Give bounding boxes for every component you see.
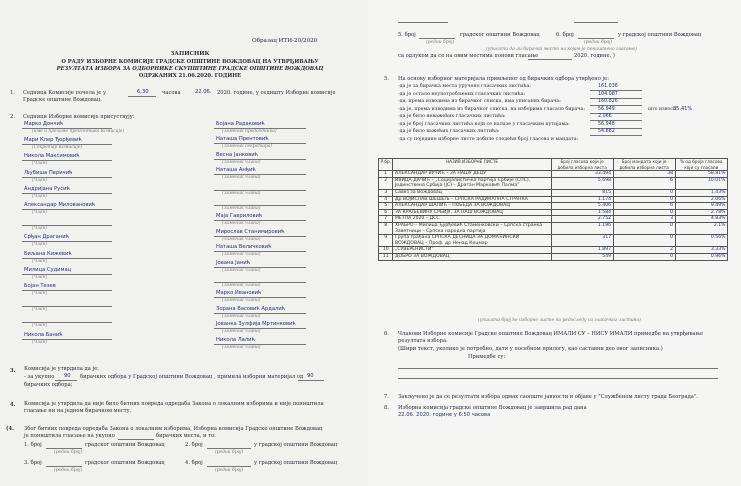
results-cell-pct: 0.96%	[675, 253, 727, 260]
item4b-row1b: градског општини Вождовац	[85, 442, 165, 448]
item4-line1: Комисија је утврдила да није било битних повреда одредаба Закона о локалним изборима и није поништила	[24, 401, 324, 407]
results-cell-votes: 1.196	[551, 222, 613, 234]
item3-line2b: бирачких одбора у Градској општини Вождовац , примила изборни материјал од	[80, 374, 304, 380]
member-left-name: Љубиша Перичић	[24, 169, 73, 176]
item5-intro: На основу изборног материјала примљеног од бирачких одбора утврђено је:	[398, 76, 609, 82]
results-cell-name: Савез за Вождовац	[393, 189, 551, 196]
member-right-name: Наташа Анђић	[216, 167, 256, 174]
results-cell-n: 6	[379, 209, 393, 216]
results-cell-pct: 3.33%	[675, 247, 727, 254]
stat-label: -да је било неважећих гласачких листића:	[398, 114, 506, 119]
results-cell-votes: 5.698	[551, 177, 613, 189]
member-right-role: (Заменик члана)	[222, 344, 261, 350]
results-cell-pct: 4.83%	[675, 216, 727, 223]
item4b-line1: Због битних повреда одредаба Закона о локалним изборима, Изборна комисија Градске општине Вождовац	[24, 426, 323, 432]
right-sub2: (редни број)	[584, 40, 613, 45]
results-cell-votes: 1.174	[551, 196, 613, 203]
right-year: 2020. године. )	[574, 53, 615, 59]
member-left-role: (Члан)	[32, 291, 48, 296]
member-left-role: (Члан)	[32, 323, 48, 329]
member-right-name: Зорана Васовић Ардалић	[216, 305, 286, 312]
item4b-sub4: (редни број)	[215, 468, 244, 473]
member-right-role: (Заменик члана)	[222, 298, 261, 304]
item7-text: Закључено је да се резултати избора одмах саопште јавности и објаве у "Службеном листу града Београда".	[398, 394, 698, 400]
results-cell-n: 9	[379, 235, 393, 247]
results-cell-name: АЛЕКСАНДАР ВУЧИЋ – ЗА НАШУ ДЕЦУ	[393, 171, 551, 178]
item1-text-c: 2020. године, у седишту Изборне комисије	[217, 90, 336, 96]
member-left-role: (Члан)	[32, 226, 48, 232]
item8-number: 8.	[384, 405, 389, 411]
results-row	[379, 216, 728, 223]
item4-number: 4.	[10, 402, 16, 408]
stat-label: -да је за бирачка места уручено гласачких листића:	[398, 84, 531, 89]
member-left-role: (име и презиме председника Комисије)	[32, 129, 125, 134]
results-cell-name: „СУВЕРЕНИСТИ“	[393, 247, 551, 254]
results-cell-seats: 0	[613, 253, 675, 260]
results-row	[379, 253, 728, 260]
item3-number: 3.	[10, 368, 16, 374]
member-left-name: Никола Банић	[24, 331, 63, 338]
member-left-role: (Члан)	[32, 193, 48, 199]
item3-count: 90	[64, 373, 71, 379]
header-seats: Број мандата који је добила изборна листа	[613, 159, 675, 171]
results-footnote: (уписати број ће изборне листе по редоследу са гласачког листића)	[478, 318, 641, 323]
item4b-row1a: 1. број	[24, 442, 42, 448]
item1-text-b: часова	[162, 90, 181, 96]
results-row	[379, 171, 728, 178]
member-left-name: Бојан Тезев	[24, 283, 56, 289]
member-right-name: Бојана Радаковић	[216, 121, 265, 127]
results-cell-seats: 3	[613, 216, 675, 223]
item4b-row1d: у градској општини Вождовац	[254, 442, 338, 448]
stat-value: 161.036	[598, 84, 618, 89]
item4-line2: гласање ни на једном бирачком месту.	[24, 408, 132, 414]
turnout-label: што износи	[648, 107, 677, 112]
results-cell-name: Група грађана СРПСКА ДЕСНИЦА ЗА ДОМАЋИНСКИ ВОЖДОВАЦ – Проф. др Ненад Кецмар	[393, 235, 551, 247]
results-cell-votes: 1.897	[551, 247, 613, 254]
results-cell-n: 1	[379, 171, 393, 178]
member-left-role: (Члан)	[32, 242, 48, 248]
results-cell-votes: 5.406	[551, 203, 613, 210]
results-cell-seats: 6	[613, 203, 675, 210]
item4b-row1c: 2. број	[185, 442, 203, 448]
member-left-role: (Секретар Комисије)	[32, 145, 83, 151]
results-row	[379, 203, 728, 210]
row5a: 5. број	[398, 32, 416, 38]
turnout-value: 35.41%	[673, 106, 693, 112]
results-table	[378, 158, 728, 261]
results-row	[379, 189, 728, 196]
item4b-sub2: (редни број)	[215, 450, 244, 455]
results-cell-n: 2	[379, 177, 393, 189]
results-cell-n: 8	[379, 222, 393, 234]
stat-value: 160.826	[598, 99, 618, 104]
results-cell-seats: 0	[613, 209, 675, 216]
item7-number: 7.	[384, 394, 389, 400]
item2-text: Седници Изборне комисије присуствују:	[23, 114, 135, 120]
member-left-name: Александар Миловановић	[24, 202, 96, 208]
stat-label: -да су поједине изборне листе добиле следећи број гласова и мандата:	[398, 136, 579, 142]
results-cell-votes: 1.584	[551, 209, 613, 216]
member-right-name: Никола Лалић	[216, 336, 255, 343]
results-cell-name: ЗА КРАЉЕВИНУ СРБИЈУ, ЗА НАШ ВОЖДОВАЦ	[393, 209, 551, 216]
results-cell-n: 3	[379, 189, 393, 196]
results-cell-name: АЛЕКСАНДАР ШАПИЋ – ПОБЕДА ЗА ВОЖДОВАЦ	[393, 203, 551, 210]
item4b-line2b: бирачких места, и то:	[156, 433, 216, 439]
item4b-row2a: 3. број	[24, 460, 42, 466]
item3-line2a: - за укупно	[24, 374, 55, 380]
stat-label: -да је, према изводима из бирачког списка, на изборима гласало бирача:	[398, 106, 585, 112]
title-line3: РЕЗУЛТАТА ИЗБОРА ЗА ОДБОРНИКЕ СКУПШТИНЕ ГРАДСКЕ ОПШТИНЕ ВОЖДОВАЦ	[56, 66, 324, 72]
item3-line1: Комисија је утврдила да је:	[24, 366, 99, 372]
item4b-line2: је поништила гласање на укупно	[24, 433, 115, 439]
item4b-number: (4.	[6, 426, 14, 432]
item1-text-a: Седница Комисије почела је у	[23, 90, 107, 96]
member-right-role: (Заменик члана)	[222, 329, 261, 335]
results-cell-votes: 33.494	[551, 171, 613, 178]
results-cell-n: 4	[379, 196, 393, 203]
results-cell-seats: 6	[613, 177, 675, 189]
item6-number: 6.	[384, 331, 389, 337]
header-rbr: Р.бр.	[379, 159, 393, 171]
right-page	[368, 0, 741, 486]
stat-label: -да, према изводима из бирачког списка, има уписаних бирача:	[398, 99, 561, 104]
results-row	[379, 196, 728, 203]
results-cell-n: 7	[379, 216, 393, 223]
member-right-name: Јована Јанић	[216, 259, 251, 266]
member-right-role: (Заменик члана)	[222, 159, 261, 165]
item8-line1: Изборна комисија градске општине Вождовац је завршила рад дана	[398, 405, 587, 411]
stat-value: 2.066	[598, 114, 612, 119]
results-cell-name: ХРАБРО – Милица Ђурђевић Стаменковски – Српска странка Заветници – Српска народна партија	[393, 222, 551, 234]
item6-line3: (Шири текст, уколико је потребно, дати у посебном прилогу, као саставни део овог записника.)	[398, 346, 663, 352]
results-cell-votes: 317	[551, 235, 613, 247]
item4b-row2d: у градској општини Вождовац	[254, 460, 338, 466]
results-header-row	[379, 159, 728, 171]
right-note2: са одлуком да се на овим местима понови гласање	[398, 53, 539, 59]
results-cell-seats: 38	[613, 171, 675, 178]
member-left-role: (Члан)	[32, 274, 48, 280]
row5b: градског општини Вождовац	[460, 32, 540, 38]
item4b-sub3: (редни број)	[54, 468, 83, 473]
member-right-role: (Заменик члана)	[222, 313, 261, 319]
results-cell-n: 10	[379, 247, 393, 254]
results-cell-votes: 2.752	[551, 216, 613, 223]
item6-line1: Чланови Изборне комисије Градске општине Вождовац ИМАЛИ СУ – НИСУ ИМАЛИ примедбе на утврђивање	[398, 331, 704, 337]
member-right-role: (Заменик секретара)	[222, 144, 273, 150]
item3-count2: 90	[307, 373, 314, 379]
results-cell-name: МЕТЛА 2020 – ДСС	[393, 216, 551, 223]
results-cell-pct: 0.56%	[675, 235, 727, 247]
stat-value: 56.948	[598, 121, 615, 127]
results-cell-pct: 2.78%	[675, 209, 727, 216]
results-row	[379, 177, 728, 189]
form-code: Образац ИТИ-20/2020	[252, 38, 318, 44]
member-left-role: (Члан)	[32, 339, 48, 345]
item2-number: 2.	[10, 114, 15, 120]
member-left-name: Милица Судимац	[24, 266, 72, 273]
item4b-row2b: градског општини Вождовац	[85, 460, 165, 466]
item6-line4: Примедбе су:	[468, 354, 506, 360]
results-cell-name: ИВИЦА ДАЧИЋ – „Социјалистичка партија Србије (СПС), Јединствена Србија (ЈС) – Драган Марковић Палма”	[393, 177, 551, 189]
member-right-role: (Заменик члана)	[222, 175, 261, 181]
row6a: 6. број	[556, 32, 574, 38]
stat-label: -да је број гласачких листића који се налазе у гласачким кутијама:	[398, 121, 570, 127]
member-right-role: (Заменик члана)	[222, 252, 261, 258]
member-right-name: Мирослав Станимировић	[216, 228, 285, 235]
results-cell-name: Др ВОЈИСЛАВ ШЕШЕЉ – СРПСКА РАДИКАЛНА СТРАНКА	[393, 196, 551, 203]
member-left-name: Никола Максимовић	[24, 153, 80, 160]
results-cell-seats: 2	[613, 247, 675, 254]
row6b: у градској општини Вождовац	[618, 32, 702, 38]
stat-value: 104.087	[598, 91, 618, 97]
member-right-name: Наташа Величковић	[216, 244, 272, 251]
member-right-role: (Заменик члана)	[222, 190, 261, 196]
member-right-name: Јованка Зулфија Мртинковић	[216, 321, 296, 328]
title-line2: О РАДУ ИЗБОРНЕ КОМИСИЈЕ ГРАДСКЕ ОПШТИНЕ ВОЖДОВАЦ НА УТВРЂИВАЊУ	[61, 59, 319, 65]
member-right-role: (Заменик члана)	[222, 267, 261, 273]
results-cell-n: 11	[379, 253, 393, 260]
results-cell-seats: 0	[613, 196, 675, 203]
member-right-role: (Заменик члана)	[222, 221, 261, 227]
header-percent: % од броја гласова који су гласали	[675, 159, 727, 171]
stat-label: -да је било важећих гласачких листића:	[398, 129, 500, 134]
item8-line2: 22.06. 2020. године у 6:50 часова	[398, 412, 491, 418]
results-cell-name: ДОБРО ЗА ВОЖДОВАЦ	[393, 253, 551, 260]
member-right-role: (Заменик члана)	[222, 283, 261, 288]
member-left-role: (Члан)	[32, 258, 48, 264]
member-left-role: (Члан)	[32, 161, 48, 167]
member-right-name: Маја Гавриловић	[216, 213, 263, 220]
stat-value: 54.882	[598, 129, 615, 134]
title-line1: ЗАПИСНИК	[170, 51, 210, 57]
member-left-name: Срђан Драганић	[24, 234, 69, 241]
member-right-role: (Заменик члана)	[222, 206, 261, 211]
results-cell-pct: 9.49%	[675, 203, 727, 210]
member-left-role: (Члан)	[32, 307, 48, 313]
member-right-role: (Заменик члана)	[222, 236, 261, 242]
member-right-role: (Заменик председника)	[222, 129, 277, 134]
item4b-sub1: (редни број)	[54, 450, 83, 455]
item1-hour: 6,30	[137, 89, 149, 95]
title-line4: ОДРЖАНИХ 21.06.2020. ГОДИНЕ	[138, 73, 242, 79]
item3-line3: бирачких одбора;	[24, 382, 73, 388]
results-cell-votes: 549	[551, 253, 613, 260]
results-cell-seats: 0	[613, 189, 675, 196]
stat-value: 56.949	[598, 106, 615, 112]
results-cell-pct: 10.01%	[675, 177, 727, 189]
member-left-role: (Члан)	[32, 177, 48, 183]
results-row	[379, 209, 728, 216]
results-cell-pct: 58.81%	[675, 171, 727, 178]
member-left-name: Мари Клер Ђорђевић	[24, 137, 82, 144]
item1-text-d: Градске општине Вождовац.	[23, 97, 102, 103]
results-cell-pct: 2.06%	[675, 196, 727, 203]
item6-line2: резултата избора.	[398, 338, 448, 344]
member-right-name: Весна Јанковић	[216, 151, 259, 158]
results-cell-seats: 0	[613, 222, 675, 234]
header-votes: Број гласова који је добила изборна листа	[551, 159, 613, 171]
results-cell-n: 5	[379, 203, 393, 210]
member-left-name: Андријана Русић	[24, 185, 70, 192]
item4b-row2c: 4. број	[185, 460, 203, 466]
member-left-name: Биљана Кижевић	[24, 250, 72, 257]
results-cell-votes: 815	[551, 189, 613, 196]
results-cell-pct: 1.43%	[675, 189, 727, 196]
right-sub1: (редни број)	[426, 40, 455, 45]
item1-number: 1.	[10, 90, 15, 96]
member-right-name: Наташа Прентовић	[216, 136, 269, 143]
right-note1: (уписати да ли бирачко место на којем је поништено гласање)	[486, 47, 637, 52]
results-row	[379, 247, 728, 254]
member-left-name: Марко Дончић	[24, 121, 64, 127]
item1-date: 22.06.	[195, 89, 212, 95]
results-row	[379, 235, 728, 247]
stat-label: -да је остало неупотребљених гласачких листића:	[398, 91, 526, 97]
member-right-name: Марко Ивановић	[216, 290, 262, 297]
results-cell-pct: 2.1%	[675, 222, 727, 234]
member-left-role: (Члан)	[32, 210, 48, 215]
results-body	[379, 171, 728, 260]
header-list-name: НАЗИВ ИЗБОРНЕ ЛИСТЕ	[393, 159, 551, 171]
results-cell-seats: 0	[613, 235, 675, 247]
item5-number: 5.	[384, 76, 389, 82]
results-row	[379, 222, 728, 234]
